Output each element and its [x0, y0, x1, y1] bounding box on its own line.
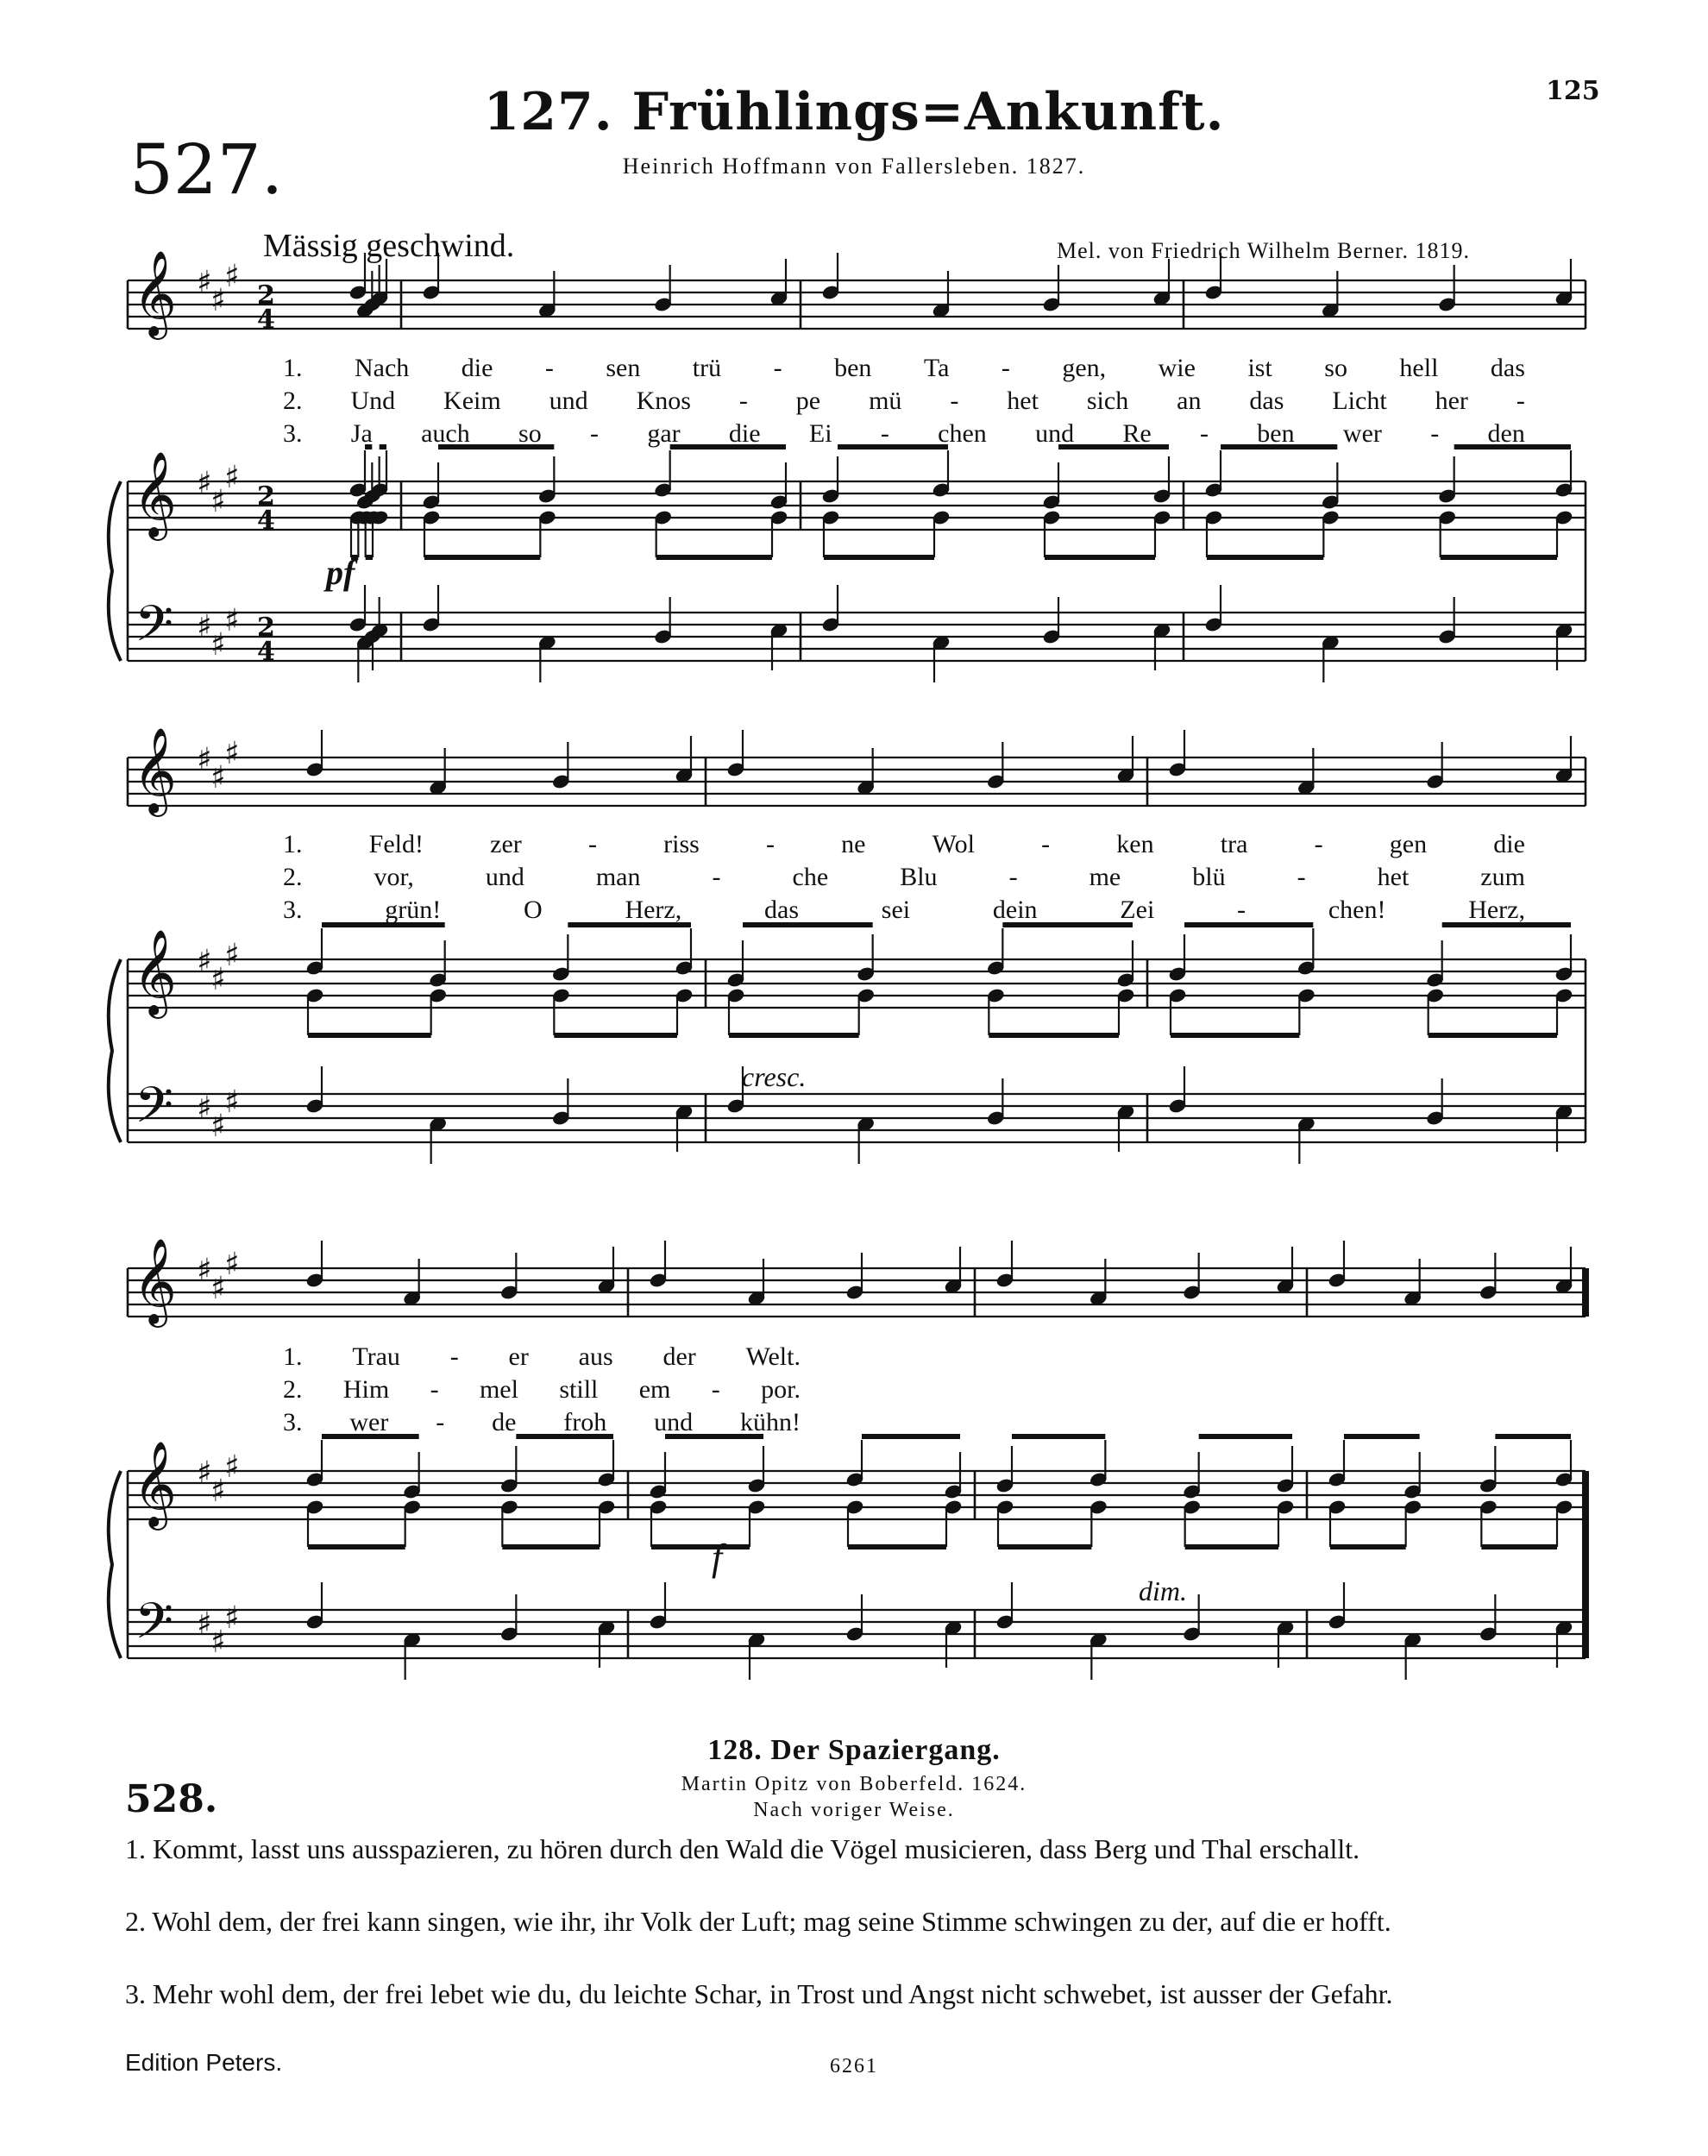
- lyric-syllable: -: [773, 354, 782, 382]
- lyric-syllable: Ei: [808, 419, 832, 448]
- song128-number: 528.: [125, 1777, 218, 1821]
- page-number: 125: [1546, 76, 1600, 106]
- sharp-icon: ♯: [210, 1474, 226, 1509]
- lyric-syllable: aus: [578, 1342, 613, 1371]
- lyric-syllable: -: [587, 830, 597, 858]
- lyric-syllable: het: [1007, 387, 1039, 415]
- sharp-icon: ♯: [210, 627, 226, 663]
- treble-clef-icon: 𝄞: [133, 929, 177, 1015]
- time-signature-top: 2: [257, 613, 275, 643]
- lyric-syllable: Ja: [350, 419, 373, 448]
- treble-clef-icon: 𝄞: [133, 1238, 177, 1324]
- lyric-syllable: er: [508, 1342, 529, 1371]
- lyric-syllable: an: [1177, 387, 1202, 415]
- lyric-syllable: Nach: [354, 354, 410, 382]
- stanza-1: 1. Kommt, lasst uns ausspazieren, zu hören durch den Wald die Vögel musicieren, dass Berg und Thal erschallt.: [125, 1833, 1360, 1864]
- song128-title: 128. Der Spaziergang.: [707, 1734, 1001, 1766]
- lyric-syllable: froh: [563, 1408, 607, 1436]
- time-signature-bottom: 4: [257, 305, 275, 335]
- lyric-syllable: Ta: [923, 354, 950, 382]
- treble-clef-icon: 𝄞: [133, 727, 177, 814]
- lyric-syllable: Herz,: [625, 896, 682, 924]
- lyric-syllable: -: [766, 830, 775, 858]
- lyric-syllable: auch: [421, 419, 470, 448]
- treble-clef-icon: 𝄞: [133, 250, 177, 336]
- lyric-syllable: dein: [992, 896, 1038, 924]
- song-title: 127. Frühlings=Ankunft.: [483, 82, 1225, 142]
- melody-credit: Mel. von Friedrich Wilhelm Berner. 1819.: [1057, 238, 1470, 263]
- verse-number: 3.: [283, 896, 303, 924]
- lyric-line: [283, 419, 1525, 449]
- lyric-syllable: die: [1493, 830, 1525, 858]
- lyric-syllable: ben: [1257, 419, 1295, 448]
- lyric-syllable: -: [1314, 830, 1323, 858]
- lyric-syllable: gen,: [1062, 354, 1107, 382]
- lyric-line: [283, 354, 1525, 383]
- tempo-marking: Mässig geschwind.: [263, 228, 515, 264]
- sharp-icon: ♯: [210, 760, 226, 795]
- publisher: Edition Peters.: [125, 2049, 283, 2076]
- lyric-syllable: de: [492, 1408, 517, 1436]
- dynamic-f: f: [712, 1537, 723, 1579]
- sharp-icon: ♯: [210, 484, 226, 519]
- sharp-icon: ♯: [210, 962, 226, 997]
- dynamic-pf: pf: [326, 553, 355, 592]
- lyric-syllable: che: [792, 863, 829, 891]
- lyric-syllable: man: [595, 863, 641, 891]
- lyric-line: [283, 1375, 801, 1405]
- lyric-syllable: O: [524, 896, 543, 924]
- treble-clef-icon: 𝄞: [133, 451, 177, 537]
- lyric-syllable: so: [518, 419, 542, 448]
- sharp-icon: ♯: [224, 736, 240, 771]
- lyric-syllable: em: [638, 1375, 671, 1404]
- sharp-icon: ♯: [224, 1084, 240, 1120]
- lyric-syllable: und: [485, 863, 524, 891]
- lyric-syllable: ben: [834, 354, 872, 382]
- dynamic-cresc: cresc.: [742, 1061, 807, 1092]
- sharp-icon: ♯: [210, 1109, 226, 1144]
- lyric-syllable: und: [1035, 419, 1075, 448]
- bass-clef-icon: 𝄢: [135, 594, 174, 665]
- poet-credit: Heinrich Hoffmann von Fallersleben. 1827.: [622, 154, 1086, 179]
- lyric-syllable: mel: [479, 1375, 518, 1404]
- lyric-line: [283, 896, 1525, 925]
- time-signature-top: 2: [257, 481, 275, 512]
- sharp-icon: ♯: [197, 265, 212, 300]
- lyric-syllable: Wol: [932, 830, 975, 858]
- brace-icon: [109, 1471, 121, 1658]
- lyric-syllable: -: [1297, 863, 1306, 891]
- sharp-icon: ♯: [224, 1449, 240, 1485]
- dynamic-dim: dim.: [1139, 1575, 1187, 1606]
- stanza-2: 2. Wohl dem, der frei kann singen, wie ihr, ihr Volk der Luft; mag seine Stimme schwingen zu der, auf die er hofft.: [125, 1906, 1391, 1937]
- lyric-syllable: das: [1249, 387, 1284, 415]
- lyric-syllable: tra: [1220, 830, 1248, 858]
- lyric-syllable: -: [1200, 419, 1209, 448]
- lyric-line: [283, 863, 1525, 892]
- lyric-syllable: -: [1237, 896, 1246, 924]
- lyric-syllable: Welt.: [745, 1342, 801, 1371]
- lyric-syllable: wer: [1342, 419, 1382, 448]
- lyric-syllable: -: [712, 863, 721, 891]
- lyric-syllable: so: [1324, 354, 1347, 382]
- lyric-syllable: grün!: [385, 896, 442, 924]
- lyric-syllable: -: [711, 1375, 720, 1404]
- lyric-syllable: zum: [1480, 863, 1525, 891]
- lyric-syllable: -: [1041, 830, 1051, 858]
- sharp-icon: ♯: [197, 944, 212, 979]
- lyric-line: [283, 1408, 801, 1437]
- lyric-syllable: ist: [1247, 354, 1272, 382]
- lyric-line: [283, 830, 1525, 859]
- sharp-icon: ♯: [224, 938, 240, 973]
- lyric-syllable: Knos: [636, 387, 691, 415]
- lyric-syllable: still: [559, 1375, 599, 1404]
- lyric-syllable: wer: [349, 1408, 389, 1436]
- sharp-icon: ♯: [197, 1455, 212, 1491]
- time-signature-bottom: 4: [257, 637, 275, 667]
- lyric-syllable: die: [461, 354, 493, 382]
- lyric-syllable: -: [449, 1342, 459, 1371]
- sharp-icon: ♯: [210, 1625, 226, 1660]
- lyric-syllable: Blu: [900, 863, 938, 891]
- lyric-syllable: sei: [881, 896, 911, 924]
- lyric-syllable: den: [1487, 419, 1525, 448]
- sharp-icon: ♯: [210, 1271, 226, 1306]
- sharp-icon: ♯: [197, 742, 212, 777]
- lyric-syllable: gen: [1389, 830, 1428, 858]
- lyric-syllable: mü: [869, 387, 902, 415]
- lyric-syllable: -: [1001, 354, 1010, 382]
- bass-clef-icon: 𝄢: [135, 1076, 174, 1147]
- lyric-syllable: und: [549, 387, 588, 415]
- lyric-syllable: Feld!: [368, 830, 424, 858]
- lyric-syllable: Re: [1122, 419, 1152, 448]
- time-signature-bottom: 4: [257, 506, 275, 536]
- song128-poet: Martin Opitz von Boberfeld. 1624.: [681, 1773, 1027, 1795]
- lyric-syllable: -: [1516, 387, 1525, 415]
- lyric-syllable: her: [1435, 387, 1468, 415]
- lyric-syllable: -: [880, 419, 889, 448]
- sharp-icon: ♯: [197, 466, 212, 501]
- verse-number: 1.: [283, 1342, 303, 1371]
- lyric-syllable: zer: [490, 830, 522, 858]
- lyric-syllable: das: [764, 896, 800, 924]
- brace-icon: [109, 481, 121, 661]
- verse-number: 3.: [283, 419, 303, 448]
- lyric-syllable: Him: [342, 1375, 390, 1404]
- sharp-icon: ♯: [224, 1600, 240, 1636]
- sharp-icon: ♯: [224, 259, 240, 294]
- lyric-syllable: kühn!: [739, 1408, 801, 1436]
- lyric-syllable: pe: [795, 387, 821, 415]
- lyric-syllable: ken: [1116, 830, 1154, 858]
- verse-number: 2.: [283, 1375, 303, 1404]
- lyric-syllable: Keim: [443, 387, 501, 415]
- lyric-syllable: Herz,: [1468, 896, 1525, 924]
- plate-number: 6261: [830, 2055, 878, 2077]
- lyric-syllable: -: [950, 387, 959, 415]
- lyric-syllable: trü: [692, 354, 722, 382]
- lyric-syllable: chen!: [1328, 896, 1386, 924]
- lyric-syllable: sich: [1086, 387, 1129, 415]
- sharp-icon: ♯: [197, 1091, 212, 1126]
- brace-icon: [109, 959, 121, 1142]
- verse-number: 2.: [283, 387, 303, 415]
- lyric-line: [283, 1342, 801, 1372]
- lyric-syllable: sen: [606, 354, 641, 382]
- lyric-syllable: -: [1008, 863, 1018, 891]
- song128-melody-note: Nach voriger Weise.: [753, 1799, 955, 1821]
- lyric-syllable: -: [738, 387, 748, 415]
- verse-number: 1.: [283, 354, 303, 382]
- lyric-syllable: chen: [938, 419, 987, 448]
- lyric-syllable: me: [1089, 863, 1121, 891]
- sharp-icon: ♯: [197, 1606, 212, 1642]
- lyric-syllable: het: [1377, 863, 1410, 891]
- lyric-syllable: riss: [663, 830, 700, 858]
- lyric-syllable: -: [436, 1408, 445, 1436]
- sharp-icon: ♯: [224, 460, 240, 495]
- lyric-syllable: Und: [350, 387, 396, 415]
- song-number: 527.: [129, 129, 284, 210]
- bass-clef-icon: 𝄢: [135, 1592, 174, 1663]
- lyric-syllable: -: [430, 1375, 439, 1404]
- lyric-syllable: ne: [841, 830, 866, 858]
- sharp-icon: ♯: [224, 1247, 240, 1282]
- lyric-syllable: Zei: [1120, 896, 1155, 924]
- lyric-syllable: der: [662, 1342, 696, 1371]
- lyric-syllable: Licht: [1332, 387, 1387, 415]
- sharp-icon: ♯: [210, 283, 226, 318]
- lyric-syllable: gar: [647, 419, 681, 448]
- verse-number: 1.: [283, 830, 303, 858]
- lyric-syllable: por.: [761, 1375, 801, 1404]
- lyric-syllable: blü: [1192, 863, 1226, 891]
- sharp-icon: ♯: [197, 609, 212, 644]
- lyric-syllable: und: [654, 1408, 694, 1436]
- lyric-syllable: das: [1490, 354, 1525, 382]
- lyric-syllable: die: [728, 419, 761, 448]
- lyric-syllable: hell: [1399, 354, 1439, 382]
- sharp-icon: ♯: [224, 603, 240, 638]
- lyric-syllable: -: [1430, 419, 1440, 448]
- lyric-syllable: wie: [1158, 354, 1196, 382]
- lyric-syllable: -: [544, 354, 554, 382]
- lyric-syllable: -: [590, 419, 600, 448]
- verse-number: 3.: [283, 1408, 303, 1436]
- sharp-icon: ♯: [197, 1253, 212, 1288]
- lyric-syllable: vor,: [374, 863, 414, 891]
- lyric-syllable: Trau: [352, 1342, 400, 1371]
- treble-clef-icon: 𝄞: [133, 1441, 177, 1527]
- verse-number: 2.: [283, 863, 303, 891]
- time-signature-top: 2: [257, 280, 275, 311]
- stanza-3: 3. Mehr wohl dem, der frei lebet wie du, du leichte Schar, in Trost und Angst nicht schwebet, ist ausser der Gefahr.: [125, 1978, 1393, 2009]
- lyric-line: [283, 387, 1525, 416]
